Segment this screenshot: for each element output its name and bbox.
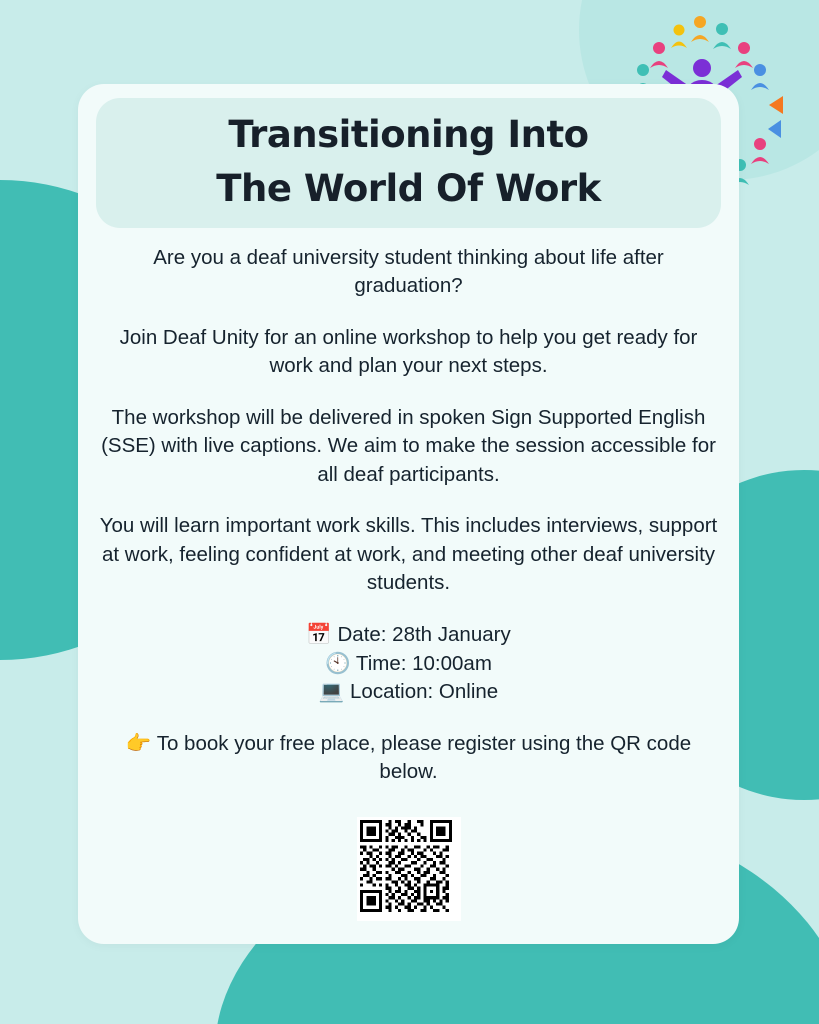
event-details	[98, 621, 719, 707]
title-line-1: Transitioning Into	[228, 113, 589, 156]
poster-body	[98, 244, 719, 801]
qr-code-container	[78, 817, 739, 921]
paragraph-invite: Join Deaf Unity for an online workshop to help you get ready for work and plan your next steps.	[119, 325, 698, 378]
qr-code-icon[interactable]	[357, 817, 461, 921]
event-time: 🕙 Time: 10:00am	[325, 651, 492, 675]
event-location: 💻 Location: Online	[318, 680, 499, 704]
paragraph-learning: You will learn important work skills. This includes interviews, support at work, feeling confident at work, and meeting other deaf university students.	[99, 514, 718, 595]
call-to-action: 👉 To book your free place, please register using the QR code below.	[125, 731, 692, 784]
poster-card	[78, 84, 739, 944]
page-title	[78, 108, 739, 215]
paragraph-accessibility: The workshop will be delivered in spoken Sign Supported English (SSE) with live captions. We aim to make the session accessible for all deaf participants.	[101, 405, 716, 486]
event-date: 📅 Date: 28th January	[306, 622, 511, 646]
paragraph-intro: Are you a deaf university student thinking about life after graduation?	[153, 246, 664, 298]
title-line-2: The World Of Work	[216, 166, 601, 210]
